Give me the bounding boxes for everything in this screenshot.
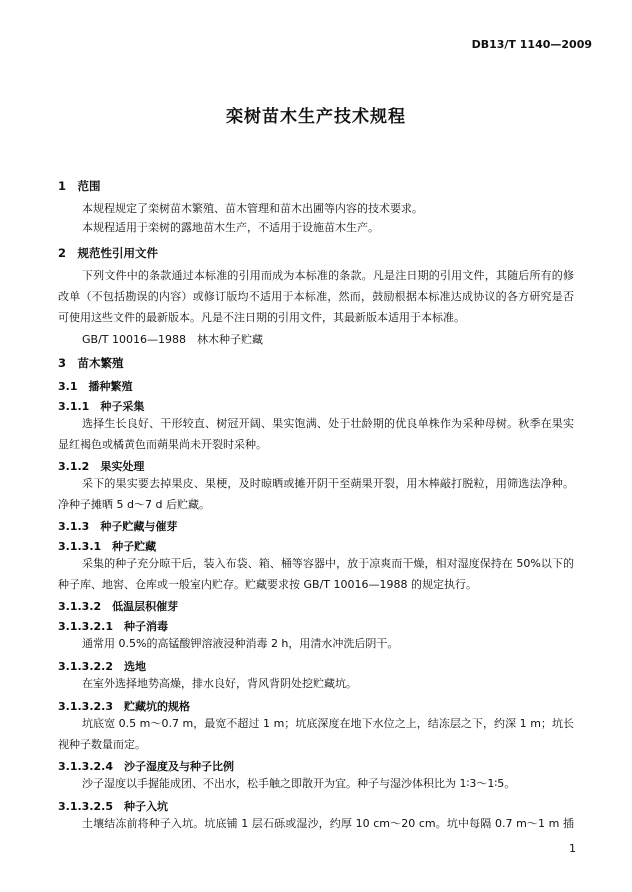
subsection-heading: 3.1.3.2.1 种子消毒 <box>58 620 168 633</box>
page-number: 1 <box>569 842 576 855</box>
paragraph: 采集的种子充分晾干后，装入布袋、箱、桶等容器中，放于凉爽而干燥，相对湿度保持在 50%以下的种子库、地窖、仓库或一般室内贮存。贮藏要求按 GB/T 10016—1988 的规定执行。 <box>58 557 574 591</box>
subsection-heading: 3.1.3.2.4 沙子湿度及与种子比例 <box>58 760 234 773</box>
paragraph: 通常用 0.5%的高锰酸钾溶液浸种消毒 2 h，用清水冲洗后阴干。 <box>82 637 399 650</box>
paragraph: 在室外选择地势高燥，排水良好，背风背阴处挖贮藏坑。 <box>82 677 357 690</box>
paragraph: 选择生长良好、干形较直、树冠开阔、果实饱满、处于壮龄期的优良单株作为采种母树。秋季在果实显红褐色或橘黄色而蒴果尚未开裂时采种。 <box>58 417 574 451</box>
subsection-heading: 3.1 播种繁殖 <box>58 380 133 393</box>
paragraph: 沙子湿度以手握能成团、不出水，松手触之即散开为宜。种子与湿沙体积比为 1∶3～1∶5。 <box>82 777 516 790</box>
section-heading: 3 苗木繁殖 <box>58 356 124 370</box>
reference-item: GB/T 10016—1988 林木种子贮藏 <box>82 333 263 346</box>
subsection-heading: 3.1.3 种子贮藏与催芽 <box>58 520 178 533</box>
subsection-heading: 3.1.3.1 种子贮藏 <box>58 540 157 553</box>
paragraph: 采下的果实要去掉果皮、果梗，及时晾晒或摊开阴干至蒴果开裂，用木棒敲打脱粒，用筛选法净种。净种子摊晒 5 d～7 d 后贮藏。 <box>58 477 574 511</box>
paragraph: 土壤结冻前将种子入坑。坑底铺 1 层石砾或湿沙，约厚 10 cm～20 cm。坑中每隔 0.7 m～1 m 插 <box>82 817 574 830</box>
paragraph: 本规程适用于栾树的露地苗木生产，不适用于设施苗木生产。 <box>82 221 379 234</box>
subsection-heading: 3.1.3.2.5 种子入坑 <box>58 800 168 813</box>
paragraph: 坑底宽 0.5 m～0.7 m，最宽不超过 1 m；坑底深度在地下水位之上，结冻层之下，约深 1 m；坑长视种子数量而定。 <box>58 717 574 751</box>
subsection-heading: 3.1.1 种子采集 <box>58 400 145 413</box>
subsection-heading: 3.1.2 果实处理 <box>58 460 145 473</box>
subsection-heading: 3.1.3.2.3 贮藏坑的规格 <box>58 700 190 713</box>
subsection-heading: 3.1.3.2.2 选地 <box>58 660 146 673</box>
page-title: 栾树苗木生产技术规程 <box>226 107 406 127</box>
subsection-heading: 3.1.3.2 低温层积催芽 <box>58 600 179 613</box>
paragraph: 本规程规定了栾树苗木繁殖、苗木管理和苗木出圃等内容的技术要求。 <box>82 202 423 215</box>
section-heading: 2 规范性引用文件 <box>58 246 159 260</box>
paragraph: 下列文件中的条款通过本标准的引用而成为本标准的条款。凡是注日期的引用文件，其随后所有的修改单（不包括勘误的内容）或修订版均不适用于本标准，然而，鼓励根据本标准达成协议的各方研究是否可使用这些文件的最新版本。凡是不注日期的引用文件，其最新版本适用于本标准。 <box>58 269 574 324</box>
section-heading: 1 范围 <box>58 179 101 193</box>
standard-code: DB13/T 1140—2009 <box>471 38 592 51</box>
